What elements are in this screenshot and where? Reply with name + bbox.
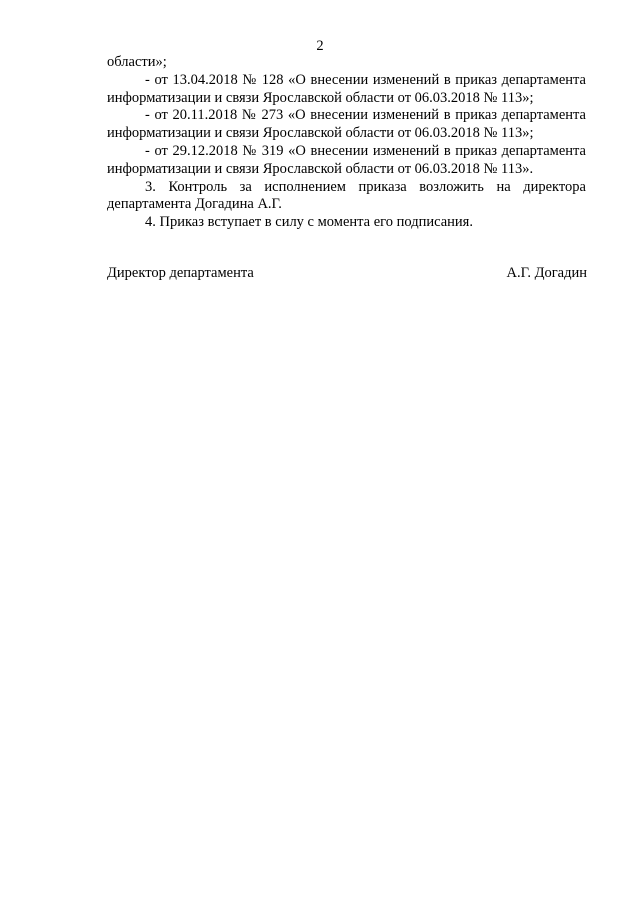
paragraph-control: 3. Контроль за исполнением приказа возложить на директора департамента Догадина А.Г. [107,178,586,213]
paragraph-order-273: - от 20.11.2018 № 273 «О внесении изменений в приказ департамента информатизации и связи Ярославской области от 06.03.2018 № 113»; [107,107,586,142]
signature-block [107,264,587,282]
paragraph-continuation: области»; [107,54,167,70]
signatory-position: Директор департамента [107,265,254,281]
paragraph-order-128: - от 13.04.2018 № 128 «О внесении изменений в приказ департамента информатизации и связи Ярославской области от 06.03.2018 № 113»; [107,71,586,106]
document-body [107,54,586,232]
paragraph-effective: 4. Приказ вступает в силу с момента его подписания. [145,214,473,231]
page-number: 2 [316,38,324,54]
paragraph-order-319: - от 29.12.2018 № 319 «О внесении изменений в приказ департамента информатизации и связи Ярославской области от 06.03.2018 № 113». [107,142,586,177]
signatory-name: А.Г. Догадин [506,265,587,281]
